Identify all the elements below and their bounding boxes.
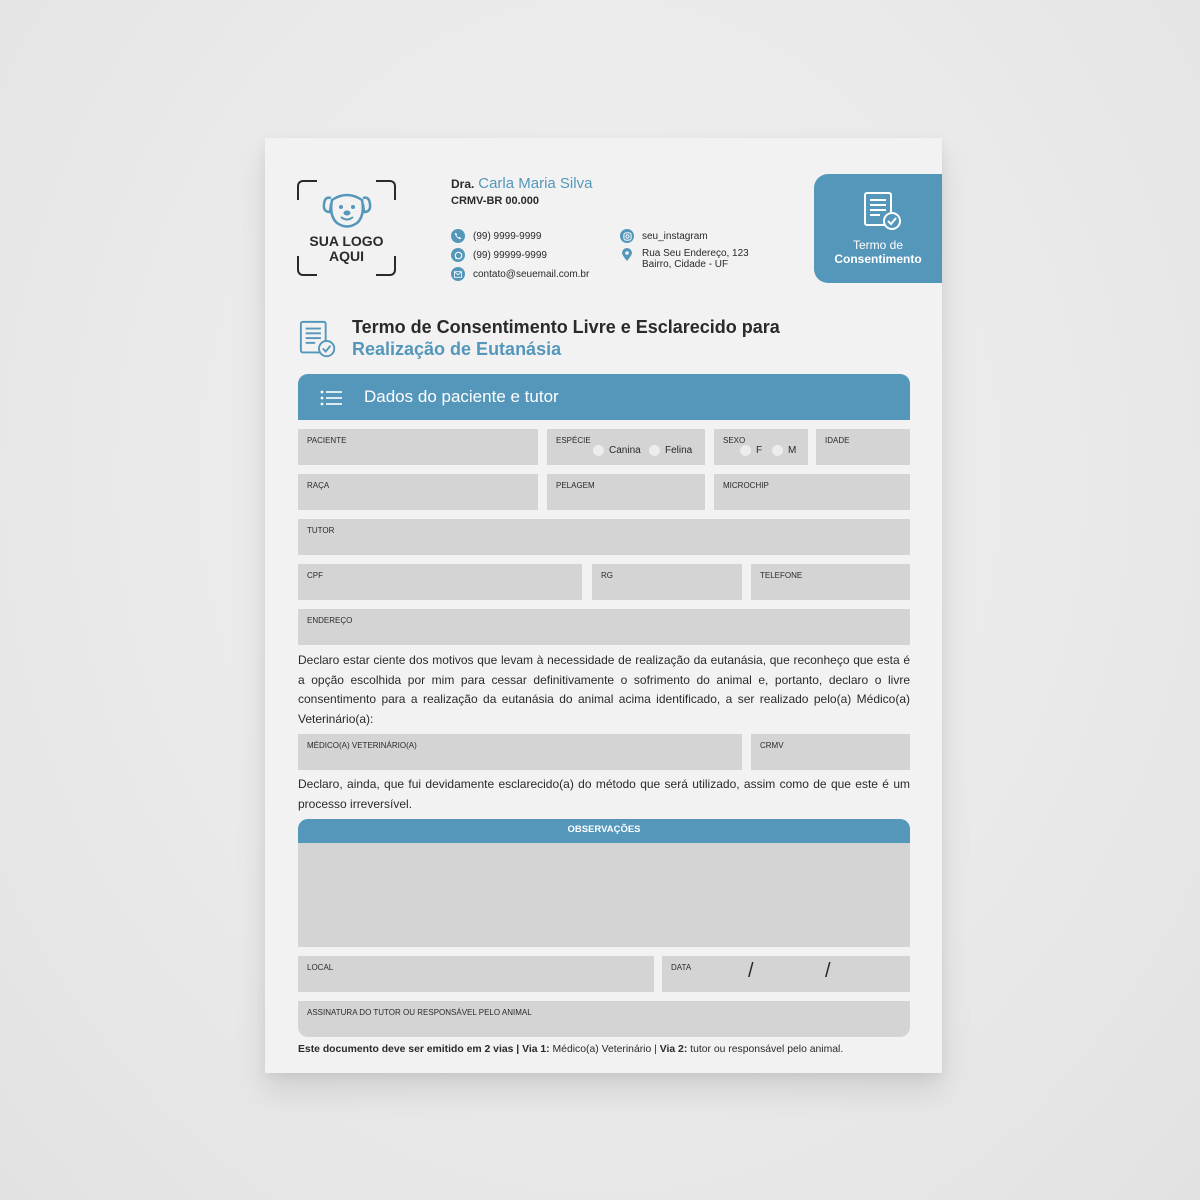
consent-form-sheet [265, 138, 942, 1073]
phone-icon [451, 229, 465, 243]
assinatura-label: ASSINATURA DO TUTOR OU RESPONSÁVEL PELO ANIMAL [307, 1008, 532, 1017]
paciente-label: PACIENTE [307, 436, 347, 445]
badge-line2: Consentimento [834, 252, 922, 266]
raca-label: RAÇA [307, 481, 330, 490]
phone-text: (99) 9999-9999 [473, 230, 542, 242]
contact-email [451, 267, 589, 281]
radio-icon[interactable] [772, 445, 783, 456]
address-line1: Rua Seu Endereço, 123 [642, 248, 749, 259]
cpf-field[interactable] [298, 564, 582, 600]
dog-icon [321, 190, 373, 230]
telefone-field[interactable] [751, 564, 910, 600]
tutor-field[interactable] [298, 519, 910, 555]
doctor-name-text: Carla Maria Silva [478, 175, 593, 192]
microchip-field[interactable] [714, 474, 910, 510]
page-title-line2: Realização de Eutanásia [352, 339, 562, 359]
date-separator: / [748, 960, 754, 982]
telefone-label: TELEFONE [760, 571, 803, 580]
idade-field[interactable] [816, 429, 910, 465]
footer-part2: Médico(a) Veterinário | [549, 1044, 660, 1055]
doctor-crmv: CRMV-BR 00.000 [451, 195, 540, 207]
especie-field [547, 429, 705, 465]
especie-label: ESPÉCIE [556, 436, 591, 445]
whatsapp-text: (99) 99999-9999 [473, 249, 547, 261]
logo-placeholder [297, 180, 396, 276]
local-label: LOCAL [307, 963, 334, 972]
radio-icon[interactable] [649, 445, 660, 456]
contact-phone [451, 229, 541, 243]
especie-option-felina[interactable] [649, 445, 692, 456]
page-title-line1: Termo de Consentimento Livre e Esclarecido para [352, 317, 780, 337]
section-header-label: Dados do paciente e tutor [364, 387, 559, 406]
email-text: contato@seuemail.com.br [473, 268, 590, 280]
document-check-icon [298, 319, 340, 361]
address-line2: Bairro, Cidade - UF [642, 259, 729, 270]
instagram-text: seu_instagram [642, 230, 708, 242]
f-label: F [756, 445, 763, 456]
pelagem-label: PELAGEM [556, 481, 595, 490]
section-header-patient [298, 374, 910, 420]
contact-instagram [620, 229, 708, 243]
logo-text-line1: SUA LOGO [309, 233, 384, 249]
canina-label: Canina [609, 445, 641, 456]
raca-field[interactable] [298, 474, 538, 510]
declaration-paragraph-1: Declaro estar ciente dos motivos que levam à necessidade de realização da eutanásia, que reconheço que esta é a opção escolhida por mim para cessar definitivamente o sofrimento do animal e, portanto, declaro o livre consentimento para a realização da eutanásia do animal acima identificado, a ser realizado pelo(a) Médico(a) Veterinário(a): [298, 653, 910, 726]
tutor-label: TUTOR [307, 526, 335, 535]
logo-text-line2: AQUI [329, 248, 364, 264]
endereco-label: ENDEREÇO [307, 616, 353, 625]
crmv-field[interactable] [751, 734, 910, 770]
idade-label: IDADE [825, 436, 850, 445]
pelagem-field[interactable] [547, 474, 705, 510]
sexo-label: SEXO [723, 436, 746, 445]
crmv-label: CRMV [760, 741, 784, 750]
badge-line1: Termo de [852, 238, 904, 252]
local-field[interactable] [298, 956, 654, 992]
sexo-option-f[interactable] [740, 445, 762, 456]
sexo-option-m[interactable] [772, 445, 796, 456]
date-separator: / [825, 960, 831, 982]
rg-field[interactable] [592, 564, 742, 600]
paciente-field[interactable] [298, 429, 538, 465]
endereco-field[interactable] [298, 609, 910, 645]
instagram-icon [620, 229, 634, 243]
list-icon [320, 390, 342, 406]
footer-part3: Via 2: [659, 1044, 688, 1055]
location-icon [620, 248, 634, 262]
contact-address [620, 248, 749, 270]
medico-label: MÉDICO(A) VETERINÁRIO(A) [307, 741, 417, 750]
data-label: DATA [671, 963, 692, 972]
radio-icon[interactable] [593, 445, 604, 456]
especie-option-canina[interactable] [593, 445, 641, 456]
whatsapp-icon [451, 248, 465, 262]
contact-whatsapp [451, 248, 547, 262]
doctor-name [451, 175, 592, 192]
observacoes-header: OBSERVAÇÕES [298, 819, 910, 843]
email-icon [451, 267, 465, 281]
cpf-label: CPF [307, 571, 323, 580]
data-field[interactable] [662, 956, 910, 992]
assinatura-field[interactable] [298, 1001, 910, 1037]
rg-label: RG [601, 571, 613, 580]
footer-part1: Este documento deve ser emitido em 2 vias | Via 1: [298, 1044, 550, 1055]
declaration-paragraph-2: Declaro, ainda, que fui devidamente esclarecido(a) do método que será utilizado, assim como de que este é um processo irreversível. [298, 777, 910, 811]
sexo-field [714, 429, 808, 465]
doctor-prefix: Dra. [451, 177, 475, 191]
footer-part4: tutor ou responsável pelo animal. [687, 1044, 844, 1055]
observacoes-field[interactable] [298, 843, 910, 947]
felina-label: Felina [665, 445, 693, 456]
radio-icon[interactable] [740, 445, 751, 456]
medico-field[interactable] [298, 734, 742, 770]
document-check-icon [862, 190, 906, 234]
m-label: M [788, 445, 797, 456]
footer-note [298, 1044, 918, 1055]
consent-badge [814, 174, 942, 283]
microchip-label: MICROCHIP [723, 481, 769, 490]
